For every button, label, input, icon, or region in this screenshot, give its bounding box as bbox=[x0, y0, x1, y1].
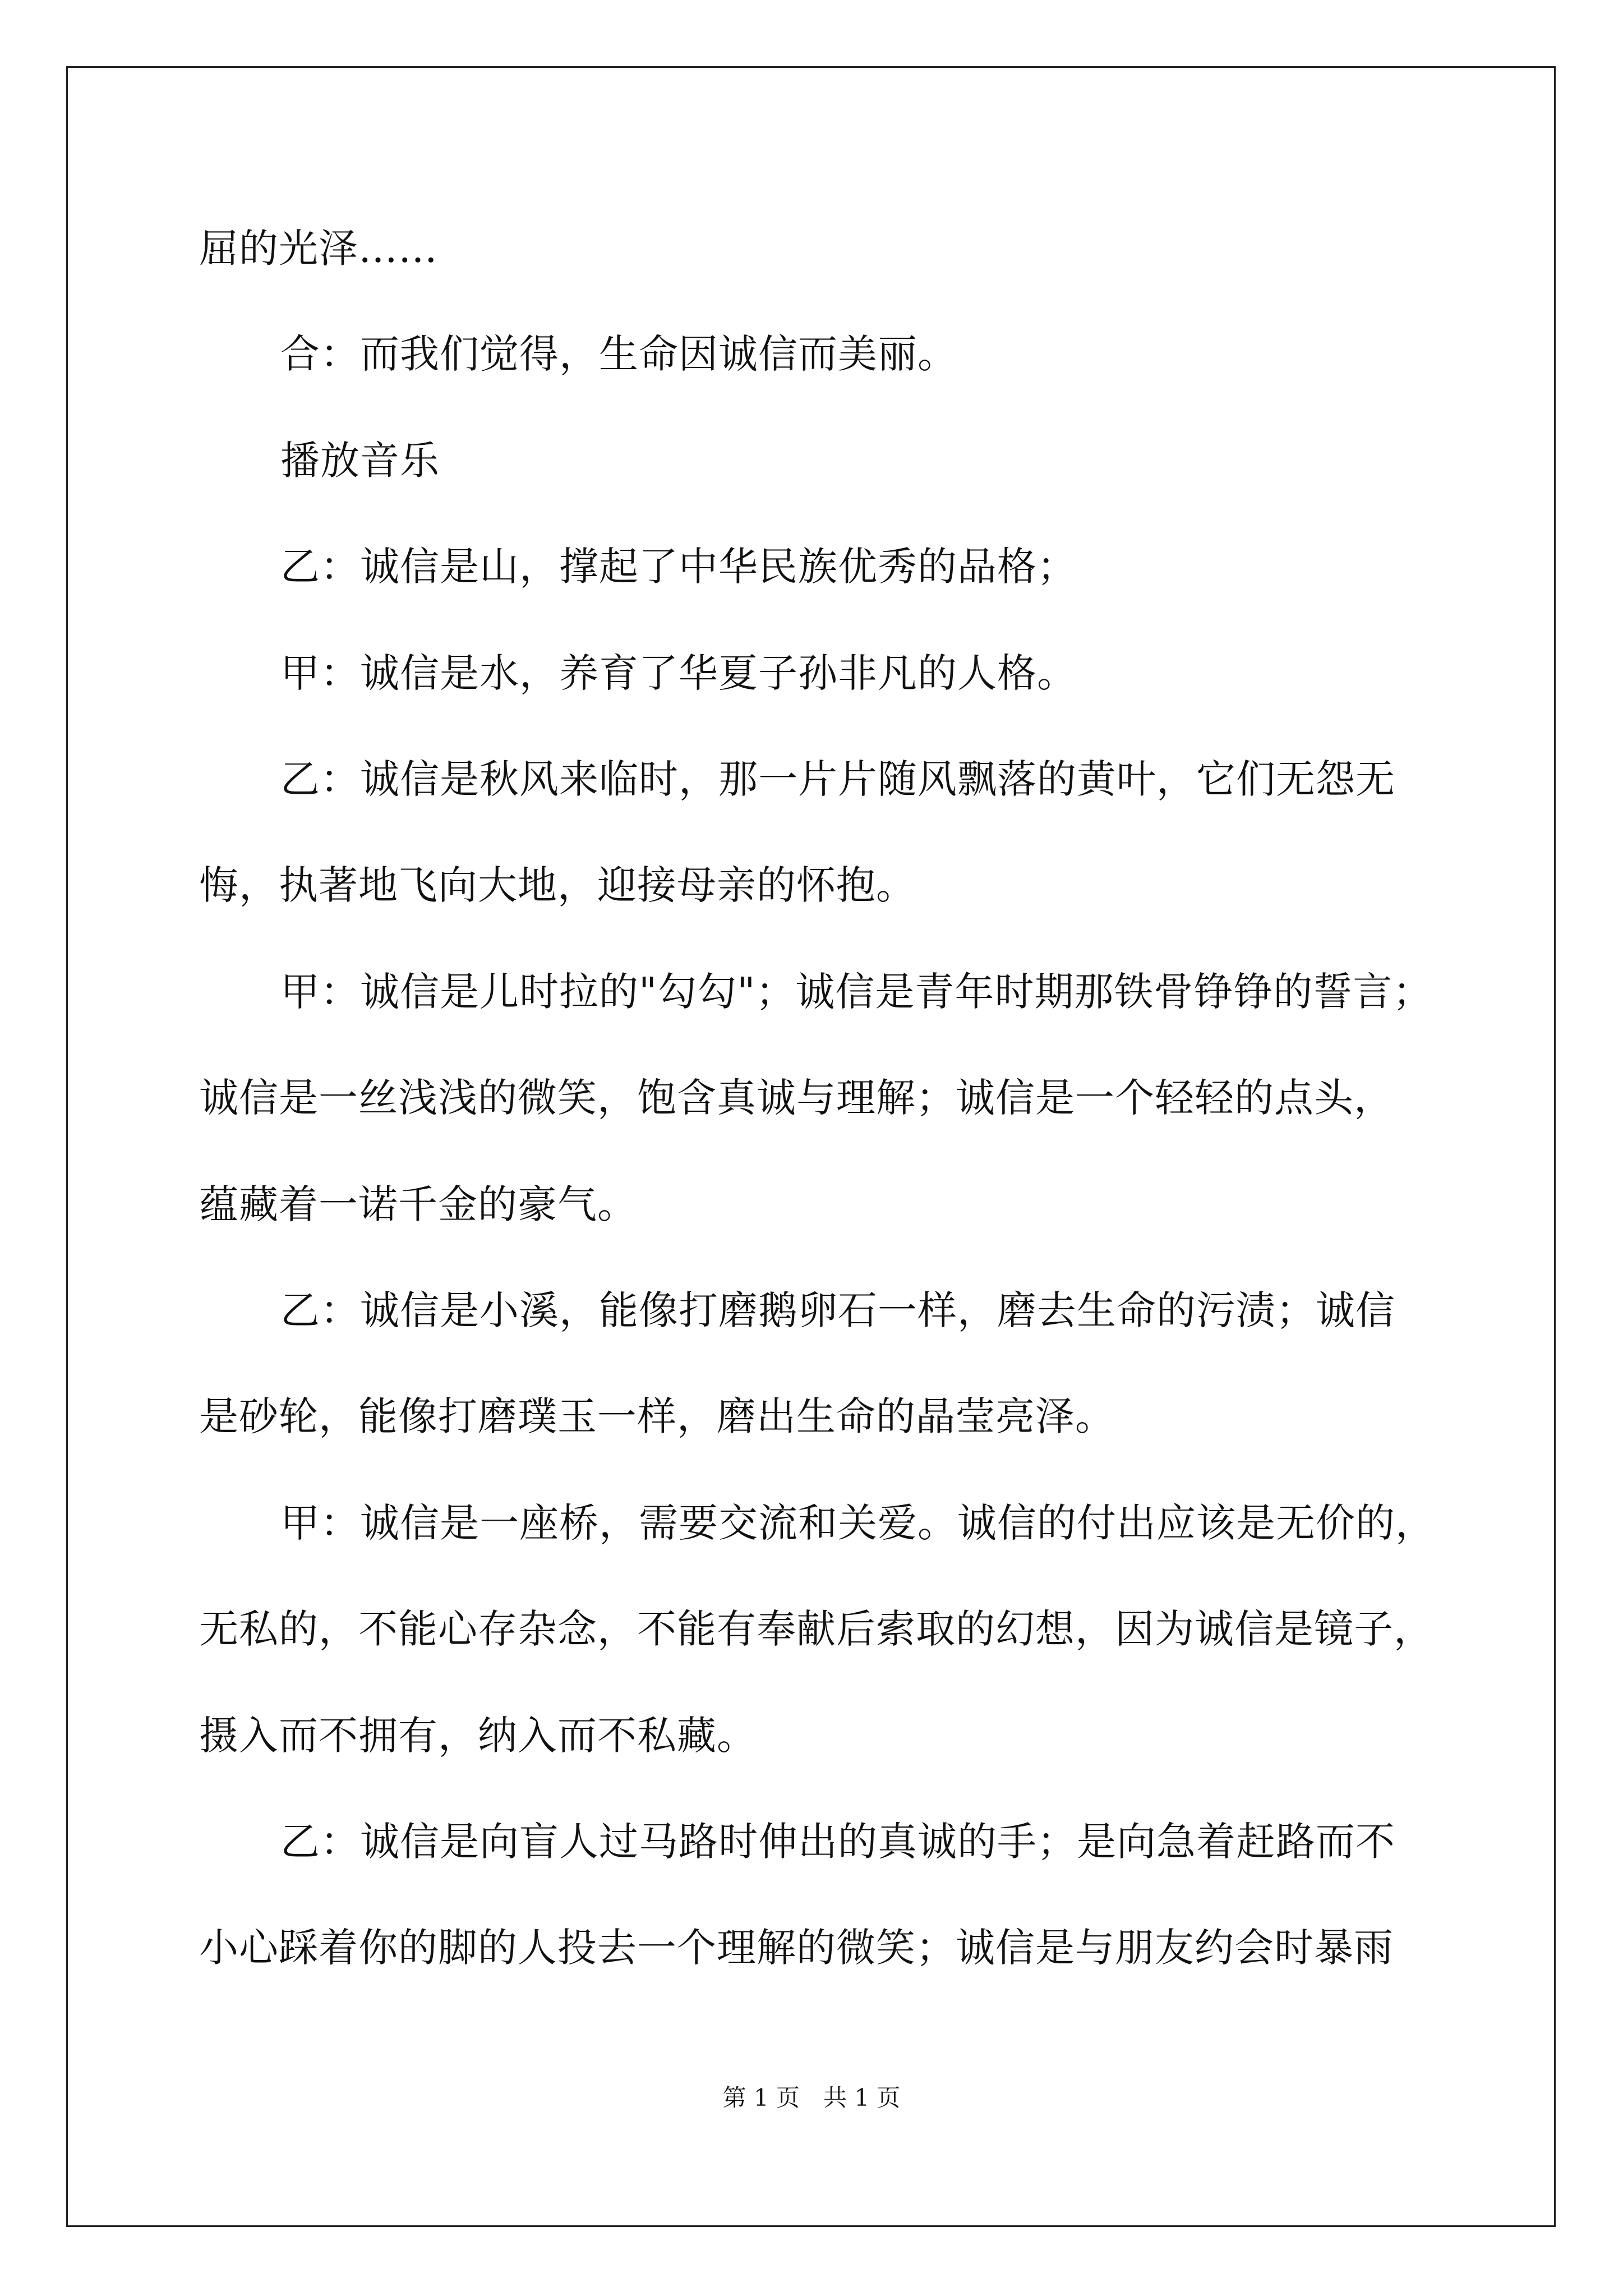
text-line: 乙：诚信是山，撑起了中华民族优秀的品格； bbox=[280, 544, 1077, 590]
page-border bbox=[66, 66, 1556, 2227]
text-line: 甲：诚信是水，养育了华夏子孙非凡的人格。 bbox=[280, 650, 1077, 696]
text-line: 合：而我们觉得，生命因诚信而美丽。 bbox=[280, 331, 957, 377]
text-line: 播放音乐 bbox=[280, 438, 440, 484]
text-line: 悔，执著地飞向大地，迎接母亲的怀抱。 bbox=[199, 862, 916, 908]
text-line: 诚信是一丝浅浅的微笑，饱含真诚与理解；诚信是一个轻轻的点头， bbox=[199, 1075, 1394, 1121]
page-number: 第 1 页 共 1 页 bbox=[722, 2084, 901, 2111]
text-line: 是砂轮，能像打磨璞玉一样，磨出生命的晶莹亮泽。 bbox=[199, 1393, 1115, 1439]
text-line: 乙：诚信是秋风来临时，那一片片随风飘落的黄叶，它们无怨无 bbox=[280, 756, 1395, 802]
text-line: 甲：诚信是一座桥，需要交流和关爱。诚信的付出应该是无价的， bbox=[280, 1500, 1435, 1546]
text-line: 无私的，不能心存杂念，不能有奉献后索取的幻想，因为诚信是镜子， bbox=[199, 1606, 1433, 1652]
text-line: 屈的光泽…… bbox=[199, 226, 438, 272]
text-line: 小心踩着你的脚的人投去一个理解的微笑；诚信是与朋友约会时暴雨 bbox=[199, 1925, 1394, 1971]
text-line: 蕴藏着一诺千金的豪气。 bbox=[199, 1181, 637, 1227]
text-line: 乙：诚信是小溪，能像打磨鹅卵石一样，磨去生命的污渍；诚信 bbox=[280, 1287, 1395, 1333]
text-line: 甲：诚信是儿时拉的"勾勾"；诚信是青年时期那铁骨铮铮的誓言； bbox=[280, 969, 1433, 1015]
text-line: 乙：诚信是向盲人过马路时伸出的真诚的手；是向急着赶路而不 bbox=[280, 1819, 1395, 1865]
text-line: 摄入而不拥有，纳入而不私藏。 bbox=[199, 1713, 757, 1759]
